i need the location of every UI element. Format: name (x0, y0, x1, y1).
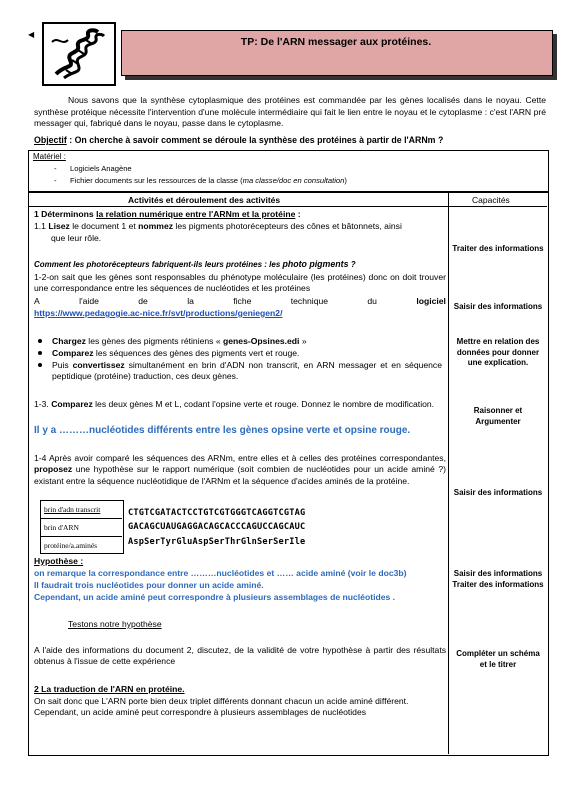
sequence-rna: GACAGCUAUGAGGACAGCACCCAGUCCAGCAUC (128, 522, 306, 532)
testons-heading: Testons notre hypothèse (68, 619, 162, 629)
sequence-aa: AspSerTyrGluAspSerThrGlnSerSerIle (128, 537, 306, 547)
hypothesis-line-1: on remarque la correspondance entre ………nucléotides et …… acide aminé (voir le doc3b) (34, 568, 407, 578)
materiel-item: - Fichier documents sur les ressources de la classe (ma classe/doc en consultation) (54, 176, 347, 185)
bullet-comparez: Comparez les séquences des gènes des pigments vert et rouge. (52, 348, 442, 359)
objectif-label: Objectif (34, 135, 67, 145)
capacite-5: Saisir des informations (453, 488, 543, 497)
answer-1-3: Il y a ………nucléotides différents entre les gènes opsine verte et opsine rouge. (34, 425, 411, 436)
materiel-title: Matériel : (33, 152, 66, 161)
label-proteine: protéine/a.aminés (44, 541, 98, 550)
dna-helix-icon (42, 22, 116, 86)
capacite-1: Traiter des informations (452, 244, 544, 253)
bullet-convertissez: Puis convertissez simultanément en brin d'ADN non transcrit, en ARN messager et en séquence peptidique (protéine) traduction, ces deux gènes. (52, 360, 442, 383)
table-divider (448, 192, 449, 754)
capacite-3: Mettre en relation des données pour donner une explication. (456, 337, 540, 367)
objectif-text: : On cherche à savoir comment se déroule la synthèse des protéines à partir de l'ARNm ? (66, 135, 444, 145)
question-1-1: 1.1 Lisez le document 1 et nommez les pigments photorécepteurs des cônes et bâtonnets, ainsi (34, 221, 402, 231)
column-header-activities: Activités et déroulement des activités (128, 195, 281, 205)
comment-question: Comment les photorécepteurs fabriquent-ils leurs protéines : les photo pigments ? (34, 259, 356, 269)
intro-paragraph: Nous savons que la synthèse cytoplasmique des protéines est commandée par les gènes localisés dans le noyau. Cette synthèse protéique nécessite l'intervention d'une molécule intermédiaire qui fait le lien entre le noyau et le cytoplasme : c'est l'ARN pré messager qui, fabriqué dans le noyau, passe dans le cytoplasme. (34, 95, 546, 128)
sequence-row-divider (40, 536, 122, 537)
geniegen-link[interactable]: https://www.pedagogie.ac-nice.fr/svt/productions/geniegen2/ (34, 308, 283, 318)
question-1-1-cont: que leur rôle. (51, 233, 102, 243)
page-title: TP: De l'ARN messager aux protéines. (240, 36, 432, 48)
objectif (34, 135, 554, 145)
capacite-6: Saisir des informations Traiter des informations (452, 569, 544, 589)
hypothesis-line-2: Il faudrait trois nucléotides pour donner un acide aminé. (34, 580, 264, 590)
section1-title: 1 Déterminons la relation numérique entre l'ARNm et la protéine : (34, 209, 301, 219)
hypothesis-line-3: Cependant, un acide aminé peut correspondre à plusieurs assemblages de nucléotides . (34, 592, 396, 602)
table-header-line (28, 206, 547, 207)
hypothesis-title: Hypothèse : (34, 556, 84, 566)
paragraph-1-2: 1-2-on sait que les gènes sont responsables du phénotype moléculaire (les protéines) donc on doit trouver une correspondance entre les séquences de nucléotides et les protéines (34, 272, 446, 294)
sequence-dna: CTGTCGATACTCCTGTCGTGGGTCAGGTCGTAG (128, 508, 306, 518)
label-arn: brin d'ARN (44, 523, 79, 532)
capacite-4: Raisonner et Argumenter (473, 406, 523, 426)
bullet-chargez: Chargez les gènes des pigments rétiniens « genes-Opsines.edi » (52, 336, 442, 347)
question-1-3: 1-3. Comparez les deux gènes M et L, codant l'opsine verte et rouge. Donnez le nombre de modification. (34, 399, 435, 409)
section2-title: 2 La traduction de l'ARN en protéine. (34, 684, 185, 694)
materiel-item: - Logiciels Anagène (54, 164, 132, 173)
corner-mark: ◀ (28, 30, 35, 39)
capacite-2: Saisir des informations (453, 302, 543, 311)
aide-fiche-line: A l'aide de la fiche technique du logiciel (34, 296, 446, 306)
section2-text: On sait donc que L'ARN porte bien deux triplet différents donnant chacun un acide aminé différent. Cependant, un acide aminé peut correspondre à plusieurs assemblages de nucléotides (34, 696, 409, 718)
column-header-capacites: Capacités (472, 195, 510, 205)
capacite-7: Compléter un schéma et le titrer (456, 649, 540, 669)
label-adn-transcrit: brin d'adn transcrit (44, 505, 101, 514)
document2-instruction: A l'aide des informations du document 2, discutez, de la validité de votre hypothèse à partir des résultats obtenus à l'issue de cette expérience (34, 645, 446, 667)
question-1-4: 1-4 Après avoir comparé les séquences des ARNm, entre elles et à celles des protéines correspondantes, proposez une hypothèse sur le rapport numérique (soit combien de nucléotides pour un acide aminé ?) existant entre la séquence nucléotidique de l'ARNm et la séquence d'acides aminés de la protéine. (34, 453, 446, 486)
sequence-row-divider (40, 518, 122, 519)
